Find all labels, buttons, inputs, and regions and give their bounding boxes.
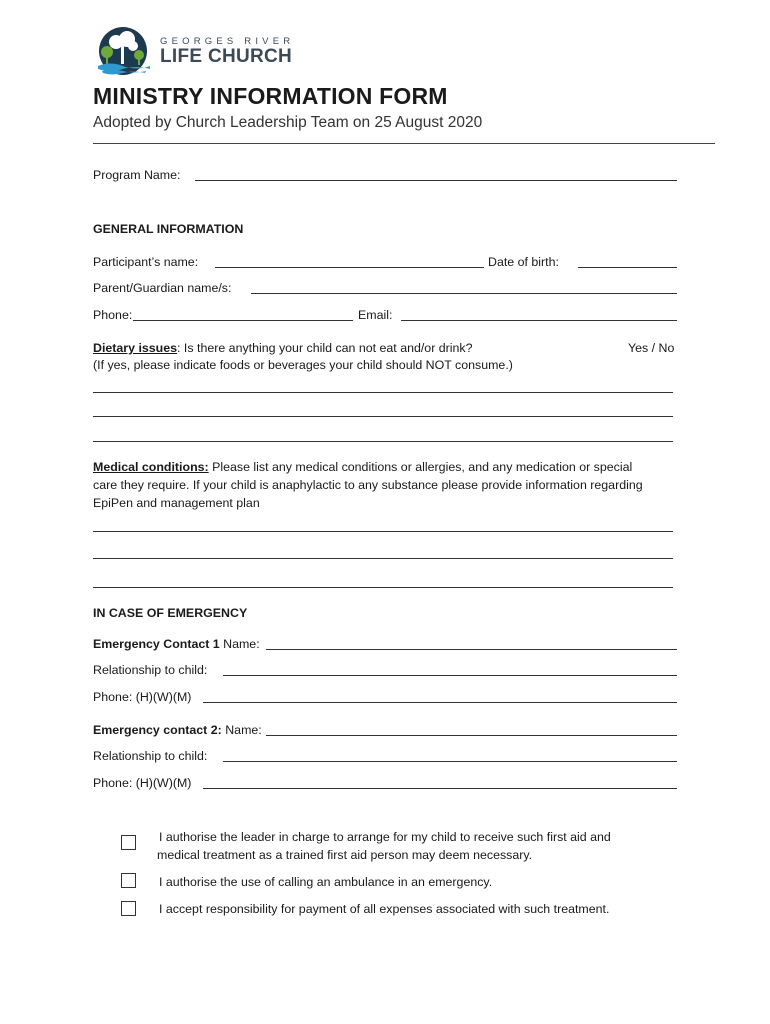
email-field[interactable] [401, 308, 677, 321]
form-title: MINISTRY INFORMATION FORM [93, 83, 448, 109]
contact1-name-field[interactable] [266, 637, 677, 650]
medical-line[interactable] [93, 575, 673, 588]
contact2-relationship-label: Relationship to child: [93, 749, 208, 763]
email-label: Email: [358, 308, 393, 322]
dob-label: Date of birth: [488, 255, 559, 269]
medical-text: Please list any medical conditions or allergies, and any medication or special [208, 460, 633, 474]
parent-name-label: Parent/Guardian name/s: [93, 281, 232, 295]
ambulance-consent-text: I authorise the use of calling an ambulance in an emergency. [159, 875, 493, 889]
participant-name-field[interactable] [215, 255, 484, 268]
contact1-relationship-label: Relationship to child: [93, 663, 208, 677]
participant-name-label: Participant’s name: [93, 255, 199, 269]
form-subtitle: Adopted by Church Leadership Team on 25 August 2020 [93, 114, 483, 131]
general-info-heading: GENERAL INFORMATION [93, 222, 244, 236]
parent-name-field[interactable] [251, 281, 677, 294]
contact1-phone-field[interactable] [203, 690, 677, 703]
contact2-name-text: Name: [221, 723, 262, 737]
header-divider [93, 143, 715, 144]
dietary-title: Dietary issues [93, 341, 178, 355]
dietary-question-text: : Is there anything your child can not eat and/or drink? [177, 341, 473, 355]
ambulance-consent-checkbox[interactable] [121, 873, 136, 888]
medical-line-3: EpiPen and management plan [93, 496, 260, 510]
dietary-line[interactable] [93, 429, 673, 442]
logo-line-1: GEORGES RIVER [160, 36, 295, 47]
contact2-name-label [93, 721, 262, 739]
contact2-phone-label: Phone: (H)(W)(M) [93, 776, 192, 790]
phone-field[interactable] [133, 308, 353, 321]
medical-line[interactable] [93, 546, 673, 559]
program-name-field[interactable] [195, 168, 677, 181]
medical-line-2: care they require. If your child is anaphylactic to any substance please provide information regarding [93, 478, 643, 492]
contact1-title: Emergency Contact 1 [93, 637, 220, 651]
logo-line-2: LIFE CHURCH [160, 46, 293, 67]
tree-emblem-icon [96, 26, 152, 76]
program-name-label: Program Name: [93, 168, 181, 182]
medical-line-1 [93, 458, 632, 476]
first-aid-consent-line-2: medical treatment as a trained first aid person may deem necessary. [157, 848, 533, 862]
medical-line[interactable] [93, 519, 673, 532]
contact2-phone-field[interactable] [203, 776, 677, 789]
contact1-phone-label: Phone: (H)(W)(M) [93, 690, 192, 704]
church-logo [96, 26, 296, 78]
phone-label: Phone: [93, 308, 133, 322]
dob-field[interactable] [578, 255, 677, 268]
medical-title: Medical conditions: [93, 460, 209, 474]
first-aid-consent-line-1: I authorise the leader in charge to arrange for my child to receive such first aid and [159, 830, 611, 844]
contact1-name-label [93, 635, 260, 653]
dietary-question [93, 339, 473, 357]
dietary-line[interactable] [93, 404, 673, 417]
dietary-note: (If yes, please indicate foods or beverages your child should NOT consume.) [93, 358, 513, 372]
contact2-relationship-field[interactable] [223, 749, 677, 762]
dietary-yes-no[interactable]: Yes / No [628, 341, 675, 355]
contact2-name-field[interactable] [266, 723, 677, 736]
dietary-line[interactable] [93, 380, 673, 393]
emergency-heading: IN CASE OF EMERGENCY [93, 606, 248, 620]
first-aid-consent-checkbox[interactable] [121, 835, 136, 850]
contact2-title: Emergency contact 2: [93, 723, 222, 737]
expenses-consent-checkbox[interactable] [121, 901, 136, 916]
expenses-consent-text: I accept responsibility for payment of all expenses associated with such treatment. [159, 902, 610, 916]
contact1-relationship-field[interactable] [223, 663, 677, 676]
contact1-name-text: Name: [219, 637, 260, 651]
